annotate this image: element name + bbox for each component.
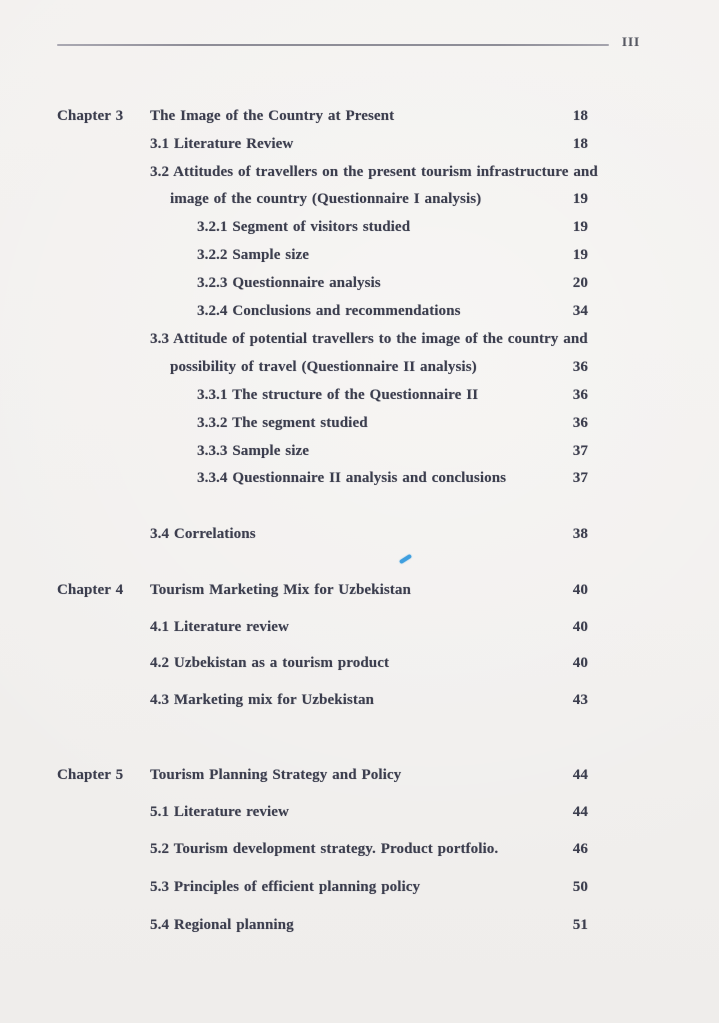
toc-entry — [0, 839, 719, 859]
toc-entry — [0, 653, 719, 673]
entry-page-number: 19 — [572, 191, 588, 207]
toc-entry — [0, 357, 719, 377]
folio-page-number: III — [621, 34, 641, 49]
entry-title: 3.3.3 Sample size — [197, 443, 310, 459]
entry-title: Tourism Marketing Mix for Uzbekistan — [150, 582, 411, 598]
entry-page-number: 18 — [572, 108, 588, 124]
entry-page-number: 40 — [572, 655, 588, 671]
entry-page-number: 46 — [572, 841, 588, 857]
entry-title: 3.3.2 The segment studied — [197, 415, 368, 431]
entry-title: 4.2 Uzbekistan as a tourism product — [150, 655, 390, 671]
entry-title: 3.3 Attitude of potential travellers to the image of the country and — [150, 331, 588, 347]
entry-page-number: 36 — [572, 387, 588, 403]
entry-title: The Image of the Country at Present — [150, 108, 395, 124]
toc-entry — [0, 301, 719, 321]
entry-title: 5.2 Tourism development strategy. Product portfolio. — [150, 841, 499, 857]
toc-entry — [0, 524, 719, 544]
toc-entry — [0, 877, 719, 897]
toc-entry — [0, 385, 719, 405]
entry-page-number: 20 — [572, 275, 588, 291]
entry-title: 3.4 Correlations — [150, 526, 256, 542]
toc-entry — [0, 802, 719, 822]
toc-entry — [0, 189, 719, 209]
entry-title: Tourism Planning Strategy and Policy — [150, 767, 402, 783]
entry-title: 3.2.4 Conclusions and recommendations — [197, 303, 461, 319]
toc-entry — [0, 580, 719, 600]
toc-entry — [0, 915, 719, 935]
entry-page-number: 37 — [572, 443, 588, 459]
entry-page-number: 36 — [572, 359, 588, 375]
chapter-label: Chapter 4 — [57, 582, 124, 598]
entry-page-number: 40 — [572, 619, 588, 635]
entry-title: possibility of travel (Questionnaire II analysis) — [170, 359, 477, 375]
toc-entry — [0, 413, 719, 433]
entry-page-number: 18 — [572, 136, 588, 152]
entry-title: 4.1 Literature review — [150, 619, 289, 635]
toc-entry — [0, 468, 719, 488]
entry-title: 5.3 Principles of efficient planning policy — [150, 879, 421, 895]
entry-title: 3.1 Literature Review — [150, 136, 294, 152]
entry-title: 3.2.3 Questionnaire analysis — [197, 275, 381, 291]
entry-page-number: 44 — [572, 767, 588, 783]
entry-title: 5.4 Regional planning — [150, 917, 294, 933]
toc-entry — [0, 273, 719, 293]
entry-page-number: 37 — [572, 470, 588, 486]
entry-page-number: 51 — [572, 917, 588, 933]
toc-entry — [0, 617, 719, 637]
toc-entry — [0, 690, 719, 710]
entry-page-number: 34 — [572, 303, 588, 319]
entry-title: image of the country (Questionnaire I analysis) — [170, 191, 482, 207]
entry-title: 3.2.2 Sample size — [197, 247, 310, 263]
toc-entry — [0, 106, 719, 126]
toc-entry — [0, 441, 719, 461]
chapter-label: Chapter 3 — [57, 108, 124, 124]
entry-page-number: 19 — [572, 247, 588, 263]
toc-entry — [0, 245, 719, 265]
entry-title: 4.3 Marketing mix for Uzbekistan — [150, 692, 374, 708]
toc-entry — [0, 329, 719, 349]
chapter-label: Chapter 5 — [57, 767, 124, 783]
entry-page-number: 50 — [572, 879, 588, 895]
toc-entry — [0, 162, 719, 182]
entry-page-number: 36 — [572, 415, 588, 431]
entry-page-number: 19 — [572, 219, 588, 235]
toc-entry — [0, 217, 719, 237]
entry-title: 3.2 Attitudes of travellers on the present tourism infrastructure and — [150, 164, 598, 180]
entry-page-number: 38 — [572, 526, 588, 542]
entry-title: 5.1 Literature review — [150, 804, 289, 820]
entry-page-number: 40 — [572, 582, 588, 598]
entry-page-number: 44 — [572, 804, 588, 820]
entry-title: 3.2.1 Segment of visitors studied — [197, 219, 411, 235]
toc-entry — [0, 134, 719, 154]
entry-page-number: 43 — [572, 692, 588, 708]
entry-title: 3.3.4 Questionnaire II analysis and conclusions — [197, 470, 507, 486]
entry-title: 3.3.1 The structure of the Questionnaire II — [197, 387, 479, 403]
blue-pen-mark-artifact — [399, 554, 412, 564]
header-rule — [57, 44, 609, 46]
toc-entry — [0, 765, 719, 785]
